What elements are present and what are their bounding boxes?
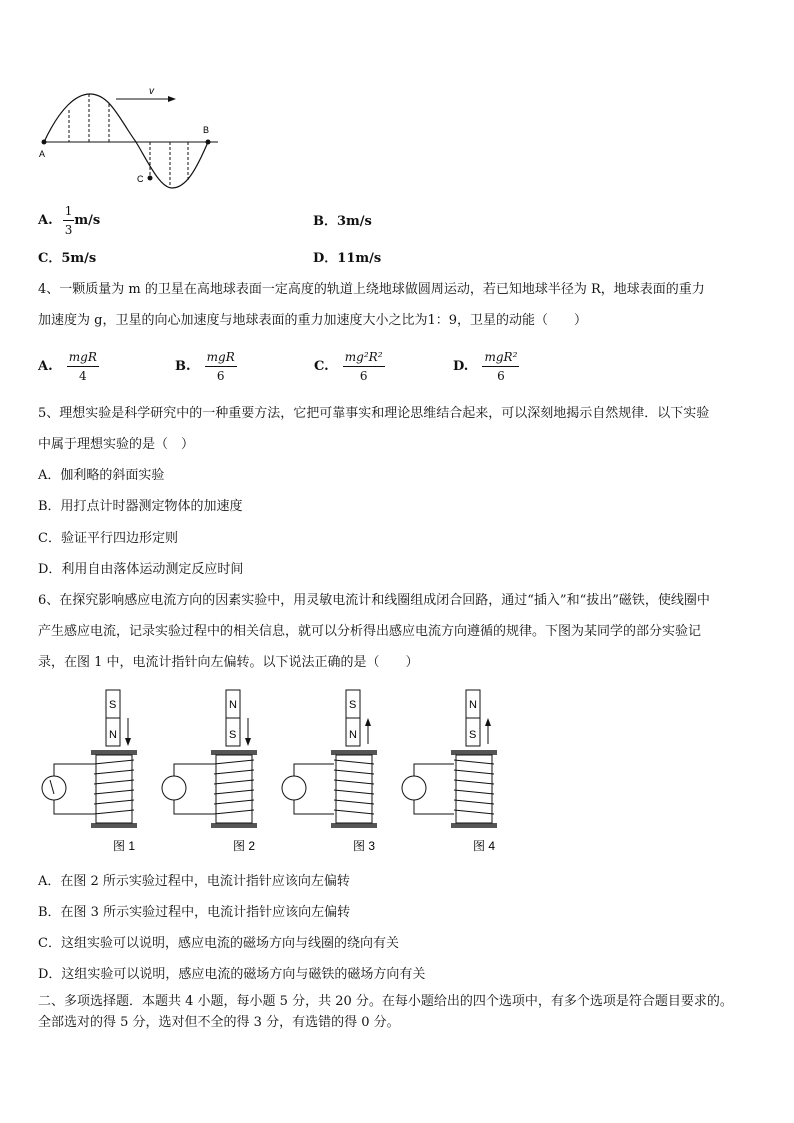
coil-bottom-plate [91, 823, 137, 828]
wave-figure [36, 80, 226, 195]
q6-stem-line3: 录，在图 1 中，电流计指针向左偏转。以下说法正确的是（ ） [38, 655, 419, 670]
q5-stem-line1: 5、理想实验是科学研究中的一种重要方法，它把可靠事实和理论思维结合起来，可以深刻地揭示自然规律．以下实验 [38, 406, 710, 421]
q4-option-d: D. $\frac{\text{mgR²}}{6}$ [453, 350, 518, 383]
coil-bottom-plate [331, 823, 377, 828]
q6-stem-line1: 6、在探究影响感应电流方向的因素实验中，用灵敏电流计和线圈组成闭合回路，通过“插入”和“拔出”磁铁，使线圈中 [38, 593, 710, 608]
q6-option-c: C．这组实验可以说明，感应电流的磁场方向与线圈的绕向有关 [38, 936, 399, 951]
q6-option-a: A．在图 2 所示实验过程中，电流计指针应该向左偏转 [38, 874, 350, 889]
point-c-label: C [137, 174, 144, 184]
q4-option-c-fraction: $\frac{\text{mg²R²}}{6}$ [344, 350, 383, 383]
coil-bottom-plate [451, 823, 497, 828]
q6-option-d: D．这组实验可以说明，感应电流的磁场方向与磁铁的磁场方向有关 [38, 967, 426, 982]
point-b-label: B [203, 125, 210, 135]
coil-top-plate [451, 750, 497, 755]
coil-top-plate [91, 750, 137, 755]
figure-4 [402, 690, 497, 853]
magnet-bottom-pole: N [109, 729, 117, 741]
q4-option-b: B. $\frac{\text{mgR}}{6}$ [175, 350, 235, 383]
magnet-bottom-pole: N [349, 729, 357, 741]
q5-option-d: D．利用自由落体运动测定反应时间 [38, 562, 244, 577]
down-arrow-icon [245, 738, 251, 746]
q4-stem-line2: 加速度为 g，卫星的向心加速度与地球表面的重力加速度大小之比为1：9，卫星的动能（ ） [38, 313, 587, 328]
velocity-arrow-head [168, 96, 176, 102]
q5-option-a: A．伽利略的斜面实验 [38, 468, 165, 483]
figure-caption: 图 2 [233, 839, 256, 853]
figure-caption: 图 1 [113, 839, 136, 853]
point-b-dot [206, 140, 211, 145]
figure-1 [42, 690, 137, 853]
q3-option-c: C．5m/s [38, 251, 97, 266]
figure-caption: 图 4 [473, 839, 496, 853]
point-c-dot [148, 176, 153, 181]
figure-caption: 图 3 [353, 839, 376, 853]
q3-option-a: A. $\frac{1}{3}$ m/s [38, 204, 101, 237]
q5-option-b: B．用打点计时器测定物体的加速度 [38, 499, 243, 514]
q3-option-b: B．3m/s [313, 214, 372, 229]
coil-bottom-plate [211, 823, 257, 828]
magnet-bottom-pole: S [469, 729, 477, 741]
coil-top-plate [211, 750, 257, 755]
point-a-dot [42, 140, 47, 145]
up-arrow-icon [485, 718, 491, 726]
magnet-top-pole: S [109, 699, 117, 711]
coil-top-plate [331, 750, 377, 755]
q4-option-d-fraction: $\frac{\text{mgR²}}{6}$ [484, 350, 518, 383]
q6-option-b: B．在图 3 所示实验过程中，电流计指针应该向左偏转 [38, 905, 351, 920]
velocity-label: v [149, 86, 154, 97]
q3-option-a-fraction: $\frac{1}{3}$ [64, 204, 73, 237]
magnet-top-pole: S [349, 699, 357, 711]
q4-option-a-fraction: $\frac{\text{mgR}}{4}$ [68, 350, 97, 383]
galvanometer [42, 776, 66, 800]
galvanometer [402, 776, 426, 800]
q4-option-c: C. $\frac{\text{mg²R²}}{6}$ [314, 350, 383, 383]
down-arrow-icon [125, 738, 131, 746]
q4-stem-line1: 4、一颗质量为 m 的卫星在高地球表面一定高度的轨道上绕地球做圆周运动，若已知地球半径为 R，地球表面的重力 [38, 282, 705, 297]
q5-option-c: C．验证平行四边形定则 [38, 531, 178, 546]
q4-option-a: A. $\frac{\text{mgR}}{4}$ [38, 350, 97, 383]
up-arrow-icon [365, 718, 371, 726]
magnet-top-pole: N [229, 699, 237, 711]
q6-stem-line2: 产生感应电流，记录实验过程中的相关信息，就可以分析得出感应电流方向遵循的规律。下图为某同学的部分实验记 [38, 624, 702, 639]
magnet-bottom-pole: S [229, 729, 237, 741]
section2-heading-line2: 全部选对的得 5 分，选对但不全的得 3 分，有选错的得 0 分。 [38, 1015, 400, 1030]
q4-option-b-fraction: $\frac{\text{mgR}}{6}$ [206, 350, 235, 383]
magnet-top-pole: N [469, 699, 477, 711]
q3-option-d: D．11m/s [313, 251, 382, 266]
coil-figures [36, 688, 516, 858]
galvanometer [282, 776, 306, 800]
q5-stem-line2: 中属于理想实验的是（ ） [38, 437, 195, 452]
point-a-label: A [39, 149, 46, 159]
galvanometer [162, 776, 186, 800]
section2-heading-line1: 二、多项选择题．本题共 4 小题，每小题 5 分，共 20 分。在每小题给出的四个选项中，有多个选项是符合题目要求的。 [38, 994, 733, 1009]
figure-3 [282, 690, 377, 853]
figure-2 [162, 690, 257, 853]
